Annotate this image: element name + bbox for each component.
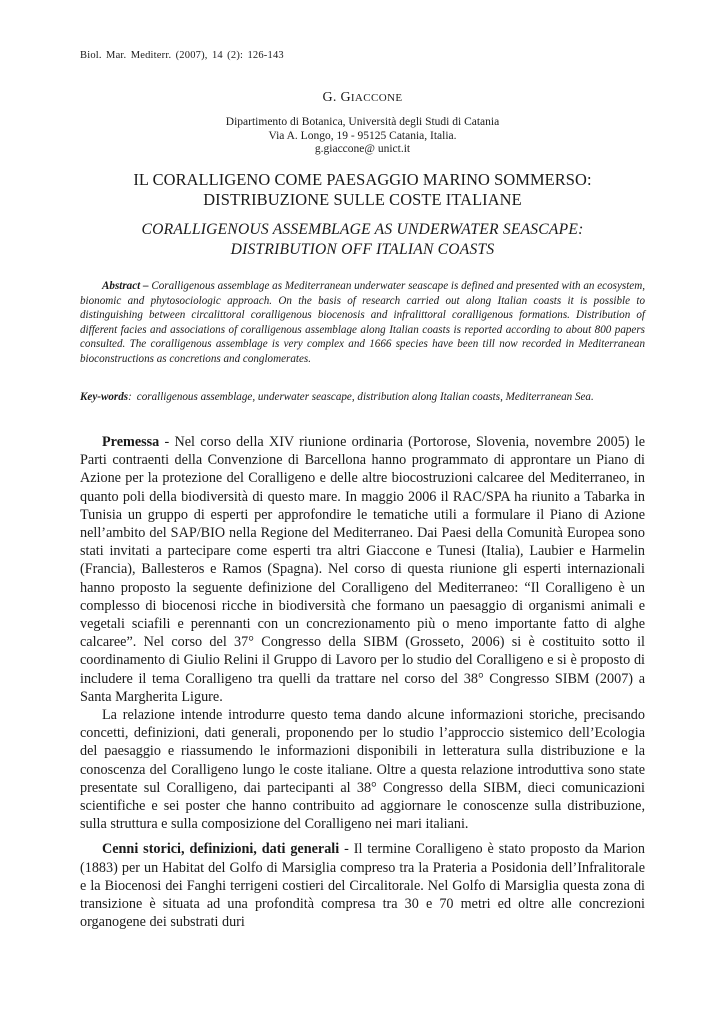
abstract	[80, 279, 645, 367]
paragraph: Premessa - Nel corso della XIV riunione ordinaria (Portorose, Slovenia, novembre 2005) le Parti contraenti della Convenzione di Barcellona hanno programmato di approntare un Piano di Azione per la protezione del Coralligeno e delle altre biocostruzioni calcaree del Mediterraneo, in quanto poli della biodiversità di questo mare. In maggio 2006 il RAC/SPA ha riunito a Tabarka in Tunisia un gruppo di esperti per approfondire le tematiche utili a formulare il Piano di Azione nell’ambito del SAP/BIO nella Regione del Mediterraneo. Dai Paesi della Comunità Europea sono stati invitati a partecipare come esperti tra altri Giaccone e Tunesi (Italia), Laubier e Harmelin (Francia), Ballesteros e Ramos (Spagna). Nel corso di questa riunione gli esperti internazionali hanno proposto la seguente definizione del Coralligeno del Mediterraneo: “Il Coralligeno è un complesso di biocenosi ricche in biodiversità che formano un paesaggio di organismi animali e vegetali sciafili e perennanti con un concrezionamento più o meno importante fatto di alghe calcaree”. Nel corso del 37° Congresso della SIBM (Grosseto, 2006) si è costituito sotto il coordinamento di Giulio Relini il Gruppo di Lavoro per lo studio del Coralligeno e si è proposto di includere il tema Coralligeno tra quelli da trattare nel corso del 38° Congresso SIBM (2007) a Santa Margherita Ligure.	[80, 434, 645, 705]
section-heading-cenni-storici: Cenni storici, definizioni, dati generali	[102, 841, 340, 858]
author-name	[0, 90, 725, 106]
affiliation-address: Via A. Longo, 19 - 95125 Catania, Italia.	[268, 129, 457, 142]
author-initial: G. G	[322, 90, 351, 105]
section-heading-premessa: Premessa	[102, 434, 160, 450]
author-surname: IACCONE	[350, 92, 403, 104]
title-italian-line-1: IL CORALLIGENO COME PAESAGGIO MARINO SOMMERSO:	[133, 170, 592, 189]
title-english-line-1: CORALLIGENOUS ASSEMBLAGE AS UNDERWATER SEASCAPE:	[141, 221, 584, 238]
abstract-text: Coralligenous assemblage as Mediterranean underwater seascape is defined and presented with an ecosystem, bionomic and phytosociologic approach. On the basis of research carried out along Italian coasts it is possible to distinguishing between circalittoral coralligenous biocenosis and infralittoral coralligenous formations. Distribution of different facies and associations of coralligenous assemblage along Italian coasts is reported according to about 800 papers consulted. The coralligenous assemblage is very complex and 1666 species have been till now recorded in Mediterranean bioconstructions as concretions and conglomerates.	[80, 280, 646, 365]
title-english	[0, 220, 725, 260]
keywords-label: Key-words	[80, 391, 129, 403]
title-english-line-2: DISTRIBUTION OFF ITALIAN COASTS	[230, 241, 495, 258]
affiliation-department: Dipartimento di Botanica, Università degli Studi di Catania	[225, 116, 500, 128]
affiliation	[0, 116, 725, 157]
keywords-text: coralligenous assemblage, underwater seascape, distribution along Italian coasts, Mediterranean Sea.	[136, 391, 594, 403]
title-italian	[0, 170, 725, 210]
keywords: Key-words: coralligenous assemblage, underwater seascape, distribution along Italian coasts, Mediterranean Sea.	[80, 390, 645, 405]
paragraph: Cenni storici, definizioni, dati generali - Il termine Coralligeno è stato proposto da Marion (1883) per un Habitat del Golfo di Marsiglia compreso tra la Prateria a Posidonia dell’Infralitorale e la Biocenosi dei Fanghi terrigeni costieri del Circalitorale. Nel Golfo di Marsiglia questa zona di transizione è situata ad una profondità compresa tra 30 e 70 metri ed oltre alle concrezioni organogene dei substrati duri	[80, 841, 645, 931]
paragraph-text: La relazione intende introdurre questo tema dando alcune informazioni storiche, precisando concetti, definizioni, dati generali, proponendo per lo studio l’approccio sistemico dell’Ecologia del paesaggio e riassumendo le informazioni disponibili in letteratura sulla distribuzione e la conoscenza del Coralligeno lungo le coste italiane. Oltre a questa relazione introduttiva sono state presentate sul Coralligeno, dai partecipanti al 38° Congresso della SIBM, dieci comunicazioni scientifiche e sei poster che hanno contribuito ad aggiornare le conoscenze sulla distribuzione, sulla struttura e sulla composizione del Coralligeno nei mari italiani.	[80, 707, 645, 833]
abstract-label: Abstract –	[102, 280, 149, 292]
paragraph-text: Il termine Coralligeno è stato proposto da Marion (1883) per un Habitat del Golfo di Marsiglia compreso tra la Prateria a Posidonia dell’Infralitorale e la Biocenosi dei Fanghi terrigeni costieri del Circalitorale. Nel Golfo di Marsiglia questa zona di transizione è situata ad una profondità compresa tra 30 e 70 metri ed oltre alle concrezioni organogene dei substrati duri	[80, 841, 645, 931]
affiliation-email: g.giaccone@ unict.it	[314, 143, 411, 155]
body-text	[80, 433, 645, 931]
journal-reference: Biol. Mar. Mediterr. (2007), 14 (2): 126-143	[80, 50, 284, 61]
paragraph-text: Nel corso della XIV riunione ordinaria (Portorose, Slovenia, novembre 2005) le Parti contraenti della Convenzione di Barcellona hanno programmato di approntare un Piano di Azione per la protezione del Coralligeno e delle altre biocostruzioni calcaree del Mediterraneo, in quanto poli della biodiversità di questo mare. In maggio 2006 il RAC/SPA ha riunito a Tabarka in Tunisia un gruppo di esperti per approfondire le tematiche utili a formulare il Piano di Azione nell’ambito del SAP/BIO nella Regione del Mediterraneo. Dai Paesi della Comunità Europea sono stati invitati a partecipare come esperti tra altri Giaccone e Tunesi (Italia), Laubier e Harmelin (Francia), Ballesteros e Ramos (Spagna). Nel corso di questa riunione gli esperti internazionali hanno proposto la seguente definizione del Coralligeno del Mediterraneo: “Il Coralligeno è un complesso di biocenosi ricche in biodiversità che formano un paesaggio di organismi animali e vegetali sciafili e perennanti con un concrezionamento più o meno importante fatto di alghe calcaree”. Nel corso del 37° Congresso della SIBM (Grosseto, 2006) si è costituito sotto il coordinamento di Giulio Relini il Gruppo di Lavoro per lo studio del Coralligeno e si è proposto di includere il tema Coralligeno tra quelli da trattare nel corso del 38° Congresso SIBM (2007) a Santa Margherita Ligure.	[80, 434, 645, 705]
paragraph	[80, 706, 645, 833]
title-italian-line-2: DISTRIBUZIONE SULLE COSTE ITALIANE	[203, 190, 522, 209]
